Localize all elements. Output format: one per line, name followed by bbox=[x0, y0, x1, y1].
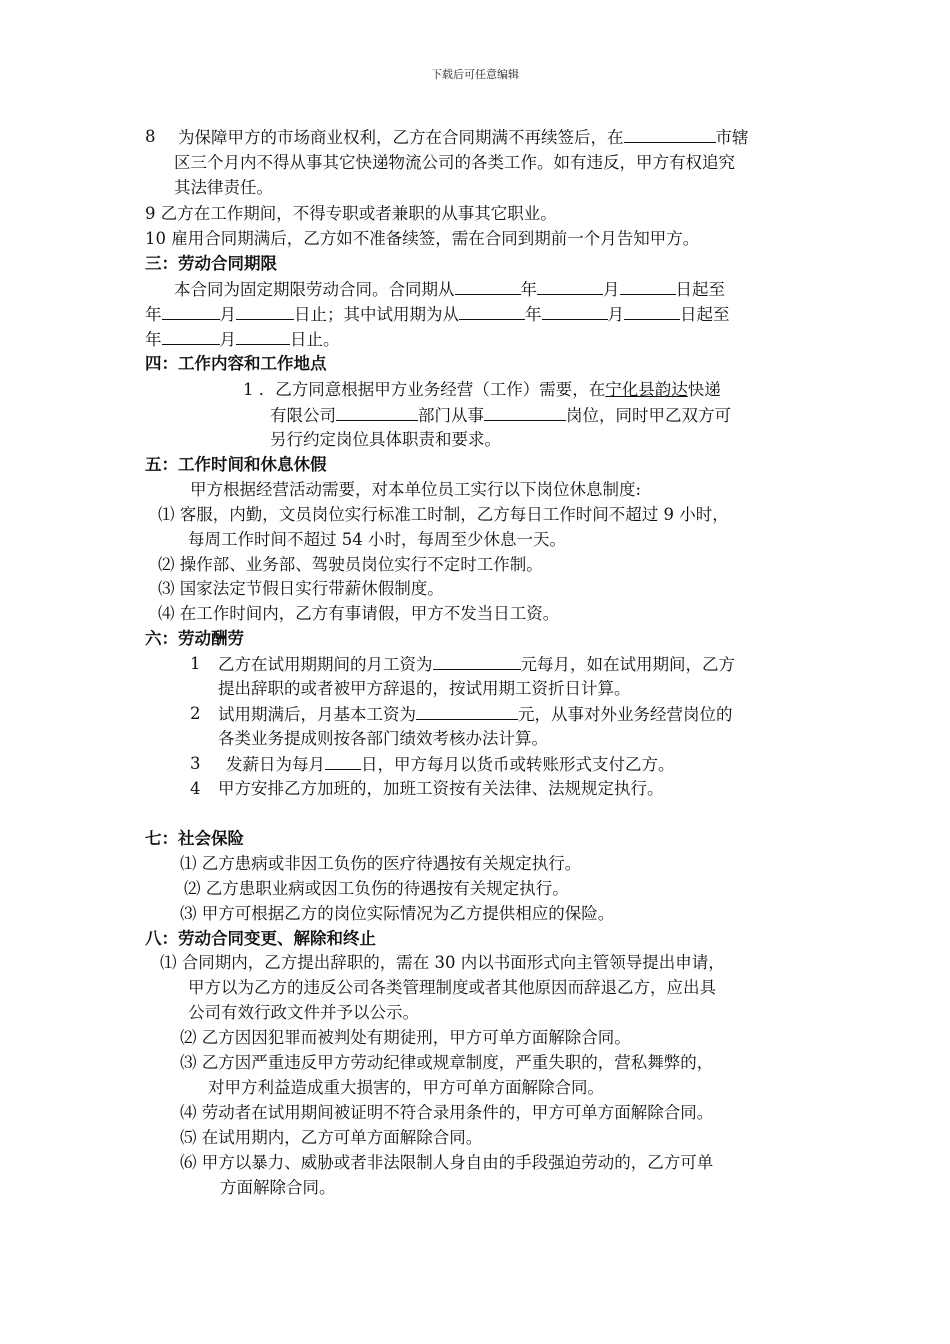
department-blank bbox=[336, 405, 418, 421]
s8-item-2: ⑵ 乙方因因犯罪而被判处有期徒刑，甲方可单方面解除合同。 bbox=[180, 1028, 631, 1047]
s5-item-4: ⑷ 在工作时间内，乙方有事请假，甲方不发当日工资。 bbox=[158, 604, 560, 623]
s8-item-5: ⑸ 在试用期内，乙方可单方面解除合同。 bbox=[180, 1128, 483, 1147]
company-name: 宁化县韵达 bbox=[605, 380, 688, 399]
day-start-label: 日起至 bbox=[680, 305, 730, 324]
s6-item-4-number: 4 bbox=[190, 779, 201, 798]
month-label: 月 bbox=[603, 280, 620, 299]
s5-item-3: ⑶ 国家法定节假日实行带薪休假制度。 bbox=[158, 579, 444, 598]
month-blank bbox=[537, 279, 603, 295]
s5-item-2: ⑵ 操作部、业务部、驾驶员岗位实行不定时工作制。 bbox=[158, 555, 543, 574]
position-blank bbox=[484, 405, 566, 421]
s6-text: 乙方在试用期期间的月工资为 bbox=[218, 655, 433, 674]
s8-item-6-a: ⑹ 甲方以暴力、威胁或者非法限制人身自由的手段强迫劳动的，乙方可单 bbox=[180, 1153, 714, 1172]
s4-text: 有限公司 bbox=[270, 406, 336, 425]
item-10: 10 雇用合同期满后，乙方如不准备续签，需在合同到期前一个月告知甲方。 bbox=[145, 229, 700, 248]
item-8-line-3: 其法律责任。 bbox=[174, 178, 273, 197]
s6-item-4-a: 甲方安排乙方加班的，加班工资按有关法律、法规规定执行。 bbox=[218, 779, 664, 798]
s8-item-4: ⑷ 劳动者在试用期间被证明不符合录用条件的，甲方可单方面解除合同。 bbox=[180, 1103, 714, 1122]
s8-item-1-c: 公司有效行政文件并予以公示。 bbox=[188, 1003, 419, 1022]
s8-item-1-b: 甲方以为乙方的违反公司各类管理制度或者其他原因而辞退乙方，应出具 bbox=[188, 978, 716, 997]
s8-item-3-a: ⑶ 乙方因严重违反甲方劳动纪律或规章制度，严重失职的，营私舞弊的， bbox=[180, 1053, 714, 1072]
s6-text: 元每月，如在试用期间，乙方 bbox=[520, 655, 735, 674]
year-label: 年 bbox=[525, 305, 542, 324]
s6-text: 发薪日为每月 bbox=[226, 755, 325, 774]
city-blank bbox=[624, 127, 716, 143]
s5-item-1-a: ⑴ 客服，内勤，文员岗位实行标准工时制，乙方每日工作时间不超过 9 小时， bbox=[158, 505, 729, 524]
item-9: 9 乙方在工作期间，不得专职或者兼职的从事其它职业。 bbox=[145, 204, 557, 223]
day-start-label: 日起至 bbox=[675, 280, 725, 299]
year-label: 年 bbox=[520, 280, 537, 299]
item-8-line-2: 区三个月内不得从事其它快递物流公司的各类工作。如有违反，甲方有权追究 bbox=[174, 153, 735, 172]
day-blank bbox=[236, 329, 290, 345]
s6-item-3-number: 3 bbox=[190, 754, 201, 773]
s6-item-1-number: 1 bbox=[190, 654, 201, 673]
section-8-title: 八：劳动合同变更、解除和终止 bbox=[145, 929, 376, 948]
s6-item-2-b: 各类业务提成则按各部门绩效考核办法计算。 bbox=[218, 729, 548, 748]
s8-item-3-b: 对甲方利益造成重大损害的，甲方可单方面解除合同。 bbox=[208, 1078, 604, 1097]
item-8-number: 8 bbox=[145, 127, 156, 146]
section-4-title: 四：工作内容和工作地点 bbox=[145, 354, 327, 373]
section-3-title: 三：劳动合同期限 bbox=[145, 254, 277, 273]
s3-line-2 bbox=[145, 304, 730, 325]
month-blank bbox=[162, 329, 220, 345]
s5-intro: 甲方根据经营活动需要，对本单位员工实行以下岗位休息制度: bbox=[190, 480, 642, 499]
section-7-title: 七：社会保险 bbox=[145, 829, 244, 848]
s8-item-1-a: ⑴ 合同期内，乙方提出辞职的，需在 30 内以书面形式向主管领导提出申请， bbox=[160, 953, 725, 972]
s4-text: 1 ．乙方同意根据甲方业务经营（工作）需要，在 bbox=[243, 380, 606, 399]
s4-line-1 bbox=[243, 380, 721, 400]
year-label: 年 bbox=[145, 305, 162, 324]
probation-text: 日止；其中试用期为从 bbox=[294, 305, 459, 324]
s4-text: 部门从事 bbox=[418, 406, 484, 425]
s6-text: 日，甲方每月以货币或转账形式支付乙方。 bbox=[361, 755, 675, 774]
month-blank bbox=[542, 304, 608, 320]
item-8-text-b: 市辖 bbox=[715, 128, 749, 147]
s4-line-2 bbox=[270, 405, 731, 426]
s7-item-1: ⑴ 乙方患病或非因工负伤的医疗待遇按有关规定执行。 bbox=[180, 854, 582, 873]
day-stop-label: 日止。 bbox=[290, 330, 340, 349]
s6-text: 元，从事对外业务经营岗位的 bbox=[518, 705, 733, 724]
base-salary-blank bbox=[416, 704, 518, 720]
s7-item-2: ⑵ 乙方患职业病或因工负伤的待遇按有关规定执行。 bbox=[184, 879, 569, 898]
day-blank bbox=[236, 304, 294, 320]
section-6-title: 六：劳动酬劳 bbox=[145, 629, 244, 648]
payday-blank bbox=[325, 754, 361, 770]
s3-text: 本合同为固定期限劳动合同。合同期从 bbox=[174, 280, 455, 299]
s6-text: 试用期满后，月基本工资为 bbox=[218, 705, 416, 724]
year-blank bbox=[459, 304, 525, 320]
s5-item-1-b: 每周工作时间不超过 54 小时，每周至少休息一天。 bbox=[188, 530, 566, 549]
month-label: 月 bbox=[607, 305, 624, 324]
year-blank bbox=[162, 304, 220, 320]
day-blank bbox=[620, 279, 676, 295]
page-header: 下载后可任意编辑 bbox=[431, 68, 519, 81]
s6-item-2-number: 2 bbox=[190, 704, 201, 723]
s6-item-1-a bbox=[218, 654, 735, 675]
item-8-line-1 bbox=[178, 127, 749, 148]
s6-item-1-b: 提出辞职的或者被甲方辞退的，按试用期工资折日计算。 bbox=[218, 679, 631, 698]
year-blank bbox=[455, 279, 521, 295]
s4-line-3: 另行约定岗位具体职责和要求。 bbox=[270, 430, 501, 449]
probation-salary-blank bbox=[433, 654, 521, 670]
s6-item-3-a bbox=[226, 754, 675, 775]
s6-item-2-a bbox=[218, 704, 733, 725]
month-label: 月 bbox=[219, 305, 236, 324]
section-5-title: 五：工作时间和休息休假 bbox=[145, 455, 327, 474]
day-blank bbox=[624, 304, 680, 320]
s4-text: 岗位，同时甲乙双方可 bbox=[566, 406, 731, 425]
month-label: 月 bbox=[219, 330, 236, 349]
s3-line-3 bbox=[145, 329, 340, 350]
item-8-text-a: 为保障甲方的市场商业权利，乙方在合同期满不再续签后，在 bbox=[178, 128, 624, 147]
year-label: 年 bbox=[145, 330, 162, 349]
s4-text: 快递 bbox=[687, 380, 721, 399]
s8-item-6-b: 方面解除合同。 bbox=[220, 1178, 336, 1197]
s3-line-1 bbox=[174, 279, 725, 300]
s7-item-3: ⑶ 甲方可根据乙方的岗位实际情况为乙方提供相应的保险。 bbox=[180, 904, 615, 923]
